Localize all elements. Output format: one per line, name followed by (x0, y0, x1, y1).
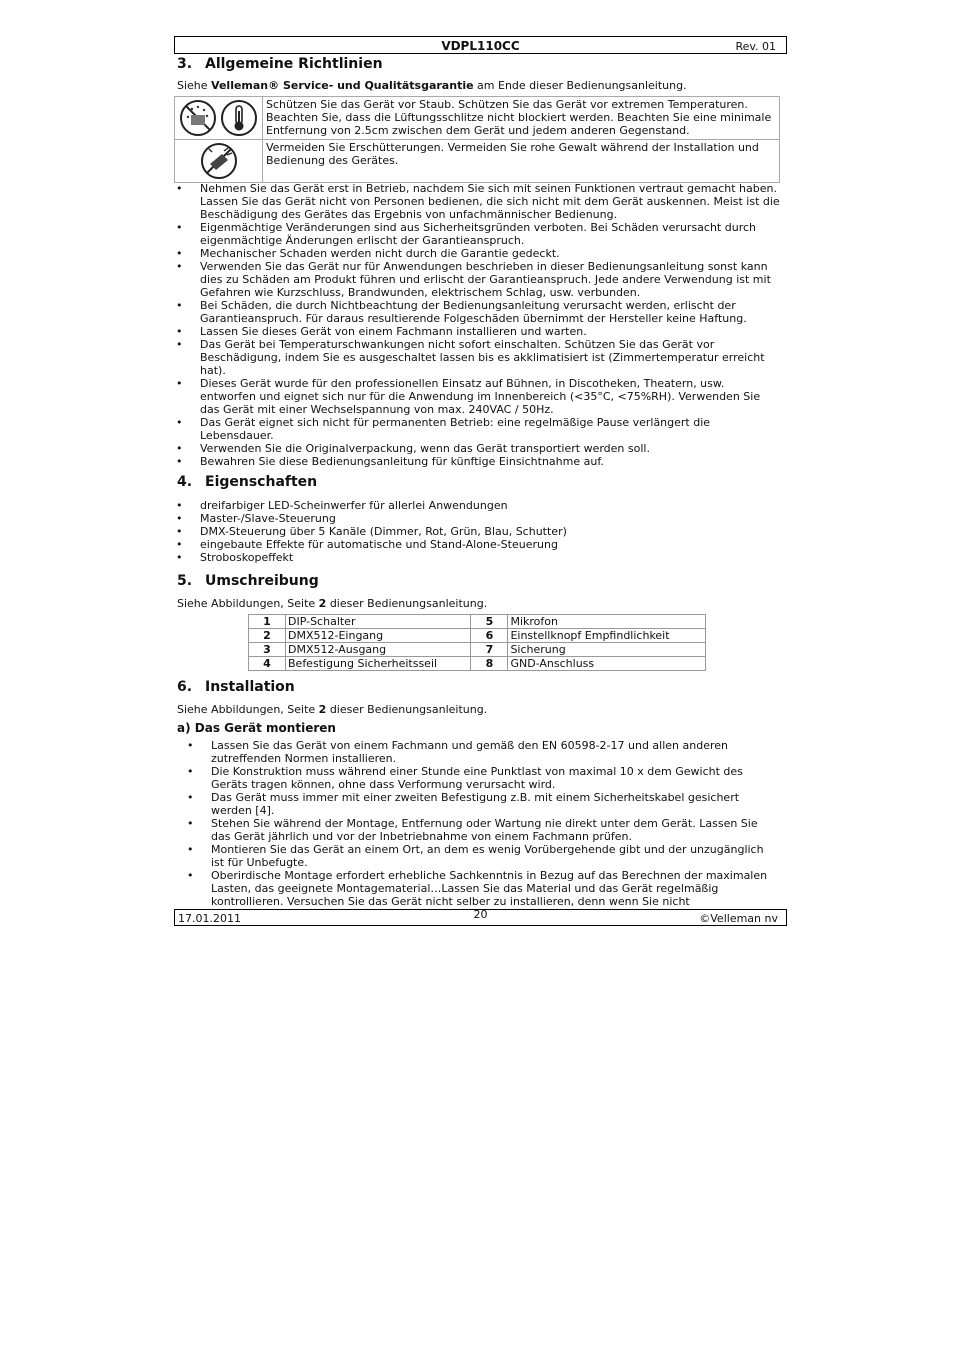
shock-icon (200, 154, 238, 167)
page-number: 20 (473, 908, 488, 921)
warning-text: Vermeiden Sie Erschütterungen. Vermeiden Sie rohe Gewalt während der Installation und Bedienung des Gerätes. (263, 140, 780, 183)
list-item: • Mechanischer Schaden werden nicht durch die Garantie gedeckt. (174, 247, 780, 260)
list-item: • Das Gerät eignet sich nicht für permanenten Betrieb: eine regelmäßige Pause verlängert die Lebensdauer. (174, 416, 780, 442)
list-item: • Stehen Sie während der Montage, Entfernung oder Wartung nie direkt unter dem Gerät. Lassen Sie das Gerät jährlich und vor der Inbetriebnahme von einem Fachmann prüfen. (174, 817, 780, 843)
dust-icon (179, 111, 221, 124)
list-item: • Nehmen Sie das Gerät erst in Betrieb, nachdem Sie sich mit seinen Funktionen vertraut gemacht haben. Lassen Sie das Gerät nicht von Personen bedienen, die sich nicht mit dem Gerät auskennen. Meist ist die Beschädigung des Gerätes das Ergebnis von unfachmännischer Bedienung. (174, 182, 780, 221)
section-6-heading: 6. Installation (177, 679, 295, 695)
section-4-bullets (174, 499, 780, 564)
section-3-heading: 3. Allgemeine Richtlinien (177, 56, 383, 72)
revision: Rev. 01 (735, 40, 776, 53)
list-item: • Bei Schäden, die durch Nichtbeachtung der Bedienungsanleitung verursacht werden, erlischt der Garantieanspruch. Für daraus resultierende Folgeschäden übernimmt der Hersteller keine Haftung. (174, 299, 780, 325)
list-item: • Stroboskopeffekt (174, 551, 780, 564)
parts-table (248, 614, 706, 671)
page-footer (174, 909, 787, 926)
list-item: • Master-/Slave-Steuerung (174, 512, 780, 525)
section-6-intro: Siehe Abbildungen, Seite 2 dieser Bedienungsanleitung. (177, 703, 488, 716)
list-item: • eingebaute Effekte für automatische und Stand-Alone-Steuerung (174, 538, 780, 551)
section-5-intro: Siehe Abbildungen, Seite 2 dieser Bedienungsanleitung. (177, 597, 488, 610)
list-item: • Lassen Sie das Gerät von einem Fachmann und gemäß den EN 60598-2-17 und allen anderen zutreffenden Normen installieren. (174, 739, 780, 765)
warning-table (174, 96, 780, 183)
list-item: • Bewahren Sie diese Bedienungsanleitung für künftige Einsichtnahme auf. (174, 455, 780, 468)
warning-text: Schützen Sie das Gerät vor Staub. Schützen Sie das Gerät vor extremen Temperaturen. Beachten Sie, dass die Lüftungsschlitze nicht blockiert werden. Beachten Sie eine minimale Entfernung von 2.5cm zwischen dem Gerät und jedem anderen Gegenstand. (263, 97, 780, 140)
subheading-mount: a) Das Gerät montieren (177, 721, 336, 735)
warning-row (175, 97, 780, 140)
list-item: • Eigenmächtige Veränderungen sind aus Sicherheitsgründen verboten. Bei Schäden verursacht durch eigenmächtige Änderungen erlischt der Garantieanspruch. (174, 221, 780, 247)
table-row: 3 DMX512-Ausgang 7 Sicherung (249, 643, 706, 657)
section-6-bullets (174, 739, 780, 908)
list-item: • Verwenden Sie das Gerät nur für Anwendungen beschrieben in dieser Bedienungsanleitung sonst kann dies zu Schäden am Produkt führen und erlischt der Garantieanspruch. Jede andere Verwendung ist mit Gefahren wie Kurzschluss, Brandwunden, elektrischem Schlag, usw. verbunden. (174, 260, 780, 299)
list-item: • Das Gerät muss immer mit einer zweiten Befestigung z.B. mit einem Sicherheitskabel gesichert werden [4]. (174, 791, 780, 817)
list-item: • DMX-Steuerung über 5 Kanäle (Dimmer, Rot, Grün, Blau, Schutter) (174, 525, 780, 538)
list-item: • Das Gerät bei Temperaturschwankungen nicht sofort einschalten. Schützen Sie das Gerät vor Beschädigung, indem Sie es ausgeschaltet lassen bis es akklimatisiert ist (Zimmertemperatur erreicht hat). (174, 338, 780, 377)
manual-page (174, 36, 787, 925)
list-item: • Verwenden Sie die Originalverpackung, wenn das Gerät transportiert werden soll. (174, 442, 780, 455)
page-header (174, 36, 787, 54)
footer-copyright: ©Velleman nv (699, 912, 778, 925)
list-item: • Montieren Sie das Gerät an einem Ort, an dem es wenig Vorübergehende gibt und der unzugänglich ist für Unbefugte. (174, 843, 780, 869)
list-item: • Oberirdische Montage erfordert erhebliche Sachkenntnis in Bezug auf das Berechnen der maximalen Lasten, das geeignete Montagematerial…Lassen Sie das Material und das Gerät regelmäßig kontrollieren. Versuchen Sie das Gerät nicht selber zu installieren, denn wenn Sie nicht (174, 869, 780, 908)
table-row: 2 DMX512-Eingang 6 Einstellknopf Empfindlichkeit (249, 629, 706, 643)
footer-date: 17.01.2011 (178, 912, 241, 925)
list-item: • Lassen Sie dieses Gerät von einem Fachmann installieren und warten. (174, 325, 780, 338)
list-item: • Die Konstruktion muss während einer Stunde eine Punktlast von maximal 10 x dem Gewicht des Geräts tragen können, ohne dass Verformung verursacht wird. (174, 765, 780, 791)
table-row: 4 Befestigung Sicherheitsseil 8 GND-Anschluss (249, 657, 706, 671)
table-row: 1 DIP-Schalter 5 Mikrofon (249, 615, 706, 629)
list-item: • Dieses Gerät wurde für den professionellen Einsatz auf Bühnen, in Discotheken, Theatern, usw. entworfen und eignet sich nur für die Anwendung im Innenbereich (<35°C, <75%RH). Verwenden Sie das Gerät mit einer Wechselspannung von max. 240VAC / 50Hz. (174, 377, 780, 416)
model-number: VDPL110CC (441, 39, 520, 53)
section-3-bullets (174, 182, 780, 468)
warning-row (175, 140, 780, 183)
section-4-heading: 4. Eigenschaften (177, 474, 318, 490)
list-item: • dreifarbiger LED-Scheinwerfer für allerlei Anwendungen (174, 499, 780, 512)
section-3-intro: Siehe Velleman® Service- und Qualitätsgarantie am Ende dieser Bedienungsanleitung. (177, 79, 687, 92)
temperature-icon (220, 111, 258, 124)
section-5-heading: 5. Umschreibung (177, 573, 319, 589)
